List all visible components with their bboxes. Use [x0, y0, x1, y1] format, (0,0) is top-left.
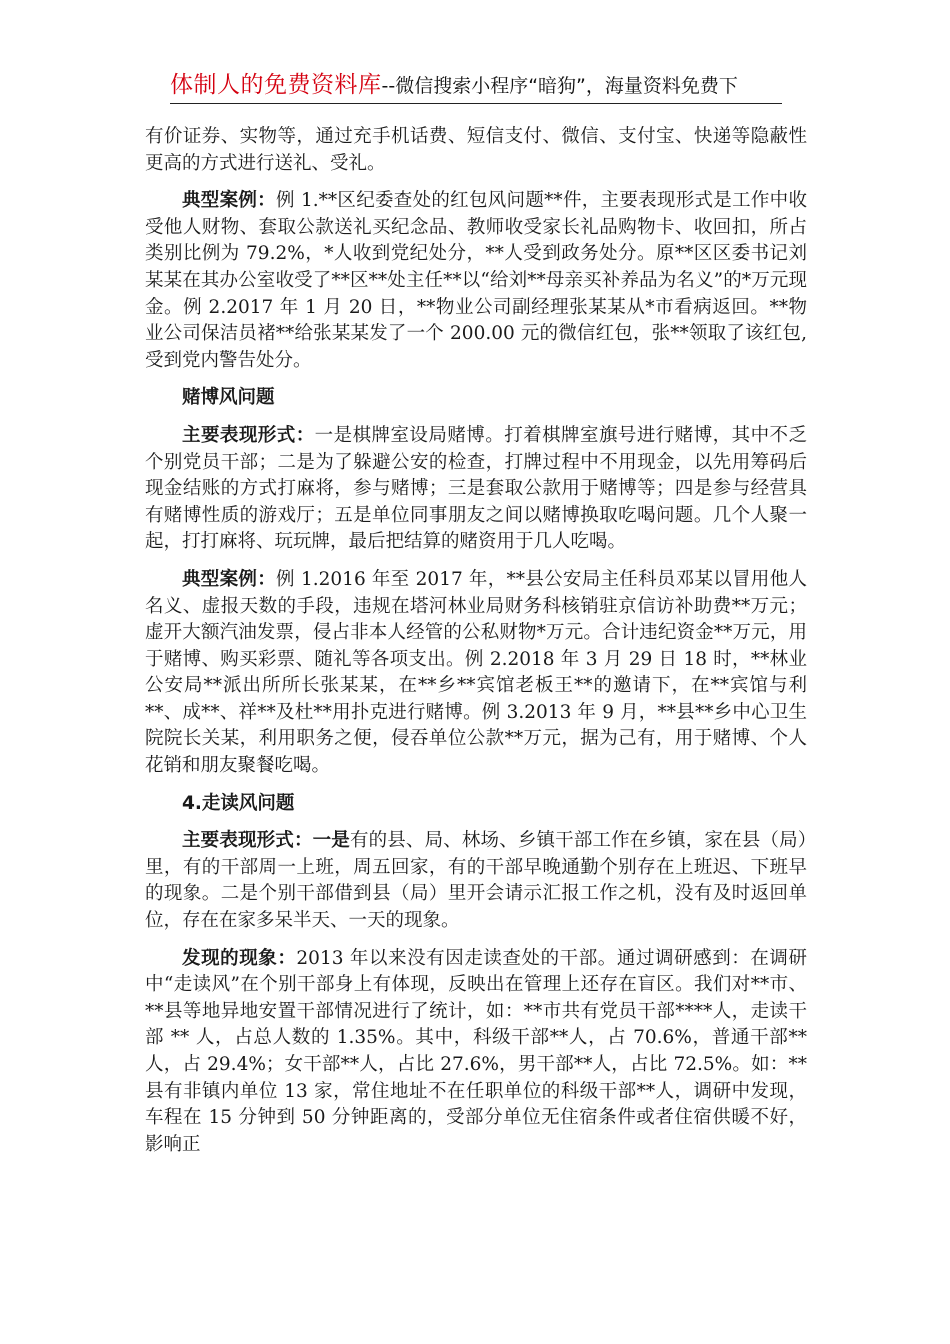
- paragraph-zoudu-forms: [145, 828, 807, 934]
- heading-gambling: 赌博风问题: [182, 387, 275, 409]
- document-body: [145, 124, 807, 1169]
- paragraph-gambling-forms: [145, 423, 807, 556]
- paragraph-zoudu-findings: [145, 946, 807, 1159]
- case-label: 典型案例：: [182, 190, 276, 212]
- header-tagline: --微信搜索小程序“暗狗”，海量资料免费下: [381, 75, 738, 97]
- paragraph-gambling-cases: [145, 567, 807, 780]
- forms-text: 一是棋牌室设局赌博。打着棋牌室旗号进行赌博，其中不乏个别党员干部；二是为了躲避公安的检查，打牌过程中不用现金，以先用筹码后现金结账的方式打麻将，参与赌博；三是套取公款用于赌博等；四是参与经营具有赌博性质的游戏厅；五是单位同事朋友之间以赌博换取吃喝问题。几个人聚一起，打打麻将、玩玩牌，最后把结算的赌资用于几人吃喝。: [145, 424, 807, 553]
- forms-label: 主要表现形式：一是: [182, 830, 350, 852]
- header-rule: [170, 103, 782, 104]
- case-label: 典型案例：: [182, 568, 276, 590]
- page-header: [170, 66, 782, 102]
- case-text: 例 1.**区纪委查处的红包风问题**件，主要表现形式是工作中收受他人财物、套取公款送礼买纪念品、教师收受家长礼品购物卡、收回扣，所占类别比例为 79.2%，*人收到党纪处分，**人受到政务处分。原**区区委书记刘某某在其办公室收受了**区**处主任**以“给刘**母亲买补养品为名义”的*万元现金。例 2.2017 年 1 月 20 日，**物业公司副经理张某某从*市看病返回。**物业公司保洁员褚**给张某某发了一个 200.00 元的微信红包，张**领取了该红包,受到党内警告处分。: [145, 190, 807, 371]
- heading-zoudu: 4.走读风问题: [182, 792, 295, 814]
- header-brand: 体制人的免费资料库: [170, 72, 382, 98]
- forms-text: 有的县、局、林场、乡镇干部工作在乡镇，家在县（局）里，有的干部周一上班，周五回家，有的干部早晚通勤个别存在上班迟、下班早的现象。二是个别干部借到县（局）里开会请示汇报工作之机，没有及时返回单位，存在在家多呆半天、一天的现象。: [145, 830, 807, 932]
- findings-label: 发现的现象：: [182, 947, 297, 969]
- forms-label: 主要表现形式：: [182, 424, 315, 446]
- paragraph-red-envelope-cases: [145, 188, 807, 374]
- paragraph-gift-continuation: 有价证券、实物等，通过充手机话费、短信支付、微信、支付宝、快递等隐蔽性更高的方式进行送礼、受礼。: [145, 126, 807, 174]
- findings-text: 2013 年以来没有因走读查处的干部。通过调研感到：在调研中“走读风”在个别干部身上有体现，反映出在管理上还存在盲区。我们对**市、**县等地异地安置干部情况进行了统计，如：**市共有党员干部****人，走读干部 ** 人，占总人数的 1.35%。其中，科级干部**人，占 70.6%，普通干部**人，占 29.4%；女干部**人，占比 27.6%，男干部**人，占比 72.5%。如：**县有非镇内单位 13 家，常住地址不在任职单位的科级干部**人，调研中发现，车程在 15 分钟到 50 分钟距离的，受部分单位无住宿条件或者住宿供暖不好，影响正: [145, 947, 807, 1155]
- case-text: 例 1.2016 年至 2017 年，**县公安局主任科员邓某以冒用他人名义、虚报天数的手段，违规在塔河林业局财务科核销驻京信访补助费**万元；虚开大额汽油发票，侵占非本人经管的公私财物*万元。合计违纪资金**万元，用于赌博、购买彩票、随礼等各项支出。例 2.2018 年 3 月 29 日 18 时，**林业公安局**派出所所长张某某，在**乡**宾馆老板王**的邀请下，在**宾馆与利**、成**、祥**及杜**用扑克进行赌博。例 3.2013 年 9 月，**县**乡中心卫生院院长关某，利用职务之便，侵吞单位公款**万元，据为己有，用于赌博、个人花销和朋友聚餐吃喝。: [145, 568, 807, 777]
